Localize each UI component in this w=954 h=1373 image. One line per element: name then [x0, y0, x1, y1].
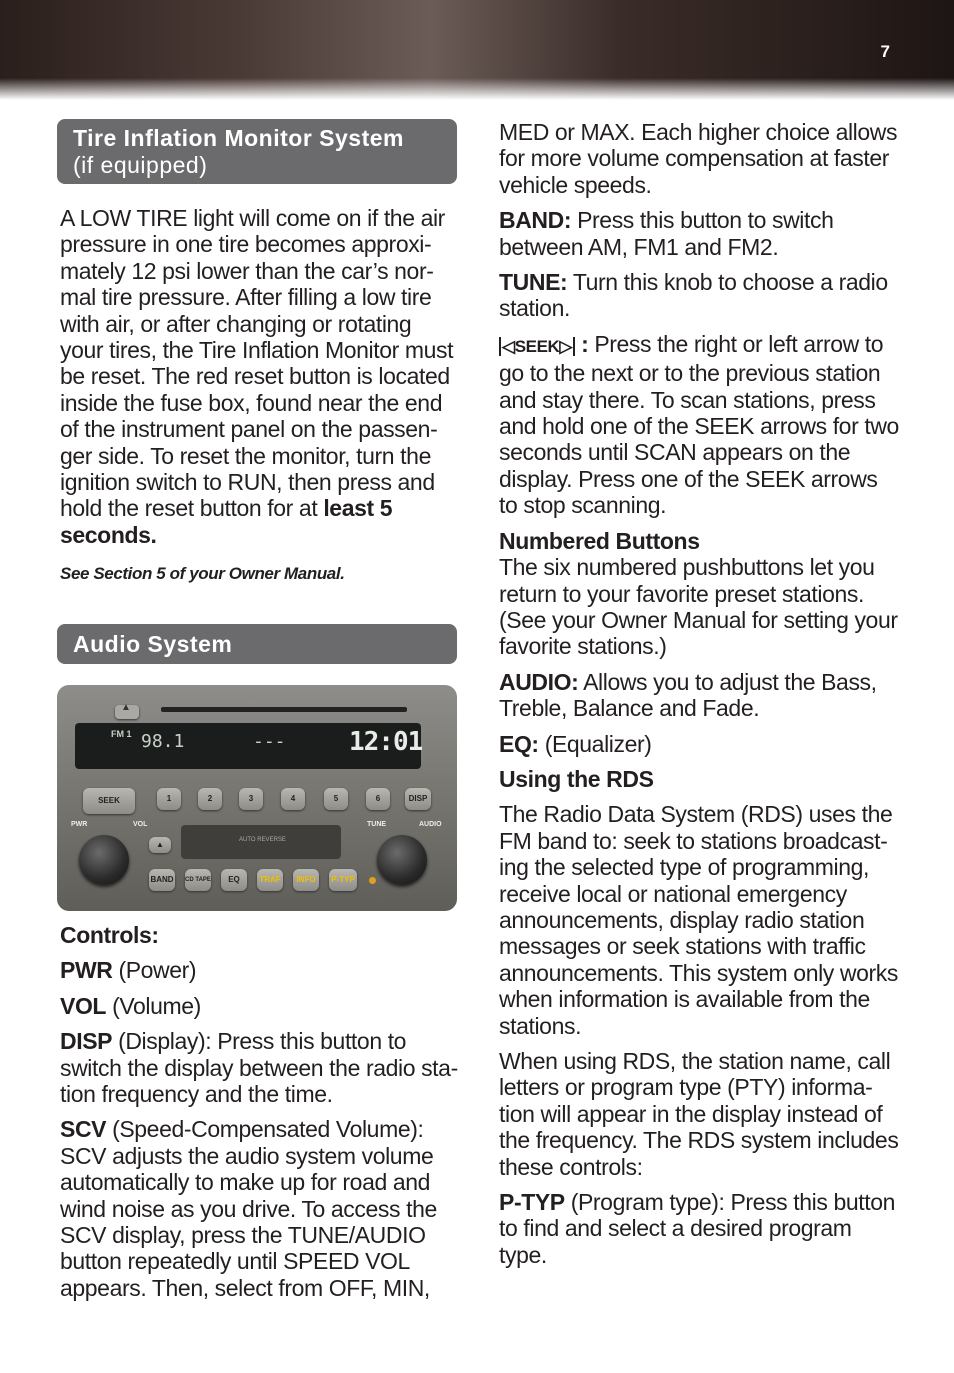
cd-tape-button[interactable]: CD TAPE	[185, 869, 211, 891]
seek-button[interactable]: SEEK	[83, 788, 135, 814]
tire-body-bold: least 5 seconds.	[60, 495, 393, 548]
tire-section-header	[57, 119, 457, 184]
indicator-led	[369, 877, 376, 884]
traf-button[interactable]: TRAF	[257, 869, 283, 891]
seek-icon-label: SEEK	[514, 336, 560, 356]
eject-button[interactable]	[115, 705, 139, 719]
vol-label: VOL	[133, 821, 148, 828]
tune-desc: Turn this knob to choose a radio station.	[499, 269, 888, 322]
tire-body-text: A LOW TIRE light will come on if the air pressure in one tire becomes approxi- mately 12 psi lower than the car’s nor- mal tire pressure. After filling a low tire with air, or after changing or rotating your tires, the Tire Inflation Monitor must be reset. The red reset button is located inside the fuse box, found near the end of the instrument panel on the passen- ger side. To reset the monitor, turn the ignition switch to RUN, then press and hold the reset button for at	[60, 205, 454, 522]
info-button[interactable]: INFO	[293, 869, 319, 891]
controls-left	[60, 922, 458, 1301]
header-band	[0, 0, 954, 100]
pwr-desc: (Power)	[112, 957, 197, 984]
controls-heading: Controls:	[60, 922, 159, 948]
audio-label: AUDIO	[419, 821, 442, 828]
eq-button[interactable]: EQ	[221, 869, 247, 891]
radio-display	[75, 723, 421, 769]
tune-label: TUNE	[367, 821, 387, 828]
band-term: BAND:	[499, 207, 572, 234]
display-clock: 12:01	[349, 727, 423, 757]
band-button[interactable]: BAND	[149, 869, 175, 891]
audio-section-header	[57, 624, 457, 664]
cassette-slot	[181, 825, 341, 859]
scv-continued: MED or MAX. Each higher choice allows for more volume compensation at faster vehicle speeds.	[499, 119, 898, 198]
radio-unit	[57, 685, 457, 911]
tune-term: TUNE:	[499, 269, 568, 296]
ptyp-desc: (Program type): Press this button to find and select a desired program type.	[499, 1189, 895, 1268]
disp-desc: (Display): Press this button to switch the display between the radio sta- tion frequency and the time.	[60, 1028, 458, 1108]
ptyp-term: P-TYP	[499, 1189, 565, 1216]
numbered-heading: Numbered Buttons	[499, 527, 700, 554]
ptyp-button[interactable]: P-TYP	[329, 869, 357, 891]
preset-6-button[interactable]: 6	[366, 788, 390, 810]
page-number: 7	[880, 42, 890, 61]
scv-desc: (Speed-Compensated Volume): SCV adjusts the audio system volume automatically to make up for road and wind noise as you drive. To access the SCV display, press the TUNE/AUDIO button repeatedly until SPEED VOL appears. Then, select from OFF, MIN,	[60, 1116, 437, 1301]
preset-3-button[interactable]: 3	[239, 788, 263, 810]
pwr-term: PWR	[60, 957, 113, 984]
tire-section-subtitle: (if equipped)	[73, 152, 208, 178]
numbered-desc: The six numbered pushbuttons let you return to your favorite preset stations. (See your Owner Manual for setting your favorite stations.)	[499, 554, 898, 660]
pwr-label: PWR	[71, 821, 88, 828]
tape-eject-button[interactable]: ▲	[149, 837, 171, 853]
cd-slot	[161, 707, 407, 712]
tire-section-title: Tire Inflation Monitor System	[73, 125, 404, 151]
disp-button[interactable]: DISP	[405, 788, 431, 810]
seek-desc: Press the right or left arrow to go to the next or to the previous station and stay there. To scan stations, press and hold one of the SEEK arrows for two seconds until SCAN appears on the display. Press one of the SEEK arrows to stop scanning.	[499, 330, 899, 519]
preset-1-button[interactable]: 1	[157, 788, 181, 810]
rds-paragraph-2: When using RDS, the station name, call letters or program type (PTY) informa- tion will appear in the display instead of the frequency. The RDS system includes these controls:	[499, 1048, 899, 1180]
display-band: FM 1	[111, 729, 132, 739]
scv-term: SCV	[60, 1116, 107, 1143]
seek-icon: ◁SEEK▷	[499, 337, 575, 356]
band-desc: Press this button to switch between AM, FM1 and FM2.	[499, 207, 834, 260]
tire-body	[60, 205, 458, 548]
pwr-vol-knob[interactable]	[79, 835, 129, 885]
audio-term: AUDIO:	[499, 668, 579, 695]
display-dashes: ---	[253, 731, 286, 752]
audio-desc: Allows you to adjust the Bass, Treble, Balance and Fade.	[499, 668, 877, 722]
preset-2-button[interactable]: 2	[198, 788, 222, 810]
controls-right	[499, 119, 899, 1268]
vol-desc: (Volume)	[106, 992, 201, 1019]
preset-4-button[interactable]: 4	[281, 788, 305, 810]
rds-paragraph-1: The Radio Data System (RDS) uses the FM band to: seek to stations broadcast- ing the selected type of programming, receive local or national emergency announcements, display radio station messages or seek stations with traffic announcements. This system only works when information is available from the stations.	[499, 801, 898, 1039]
display-frequency: 98.1	[141, 731, 185, 752]
preset-5-button[interactable]: 5	[324, 788, 348, 810]
seek-colon: :	[575, 330, 589, 357]
eq-term: EQ:	[499, 730, 539, 757]
tire-note: See Section 5 of your Owner Manual.	[60, 564, 345, 583]
vol-term: VOL	[60, 992, 107, 1019]
audio-section-title: Audio System	[73, 631, 233, 657]
tune-audio-knob[interactable]	[377, 835, 427, 885]
disp-term: DISP	[60, 1028, 113, 1055]
eq-desc: (Equalizer)	[538, 730, 652, 757]
rds-heading: Using the RDS	[499, 765, 654, 792]
